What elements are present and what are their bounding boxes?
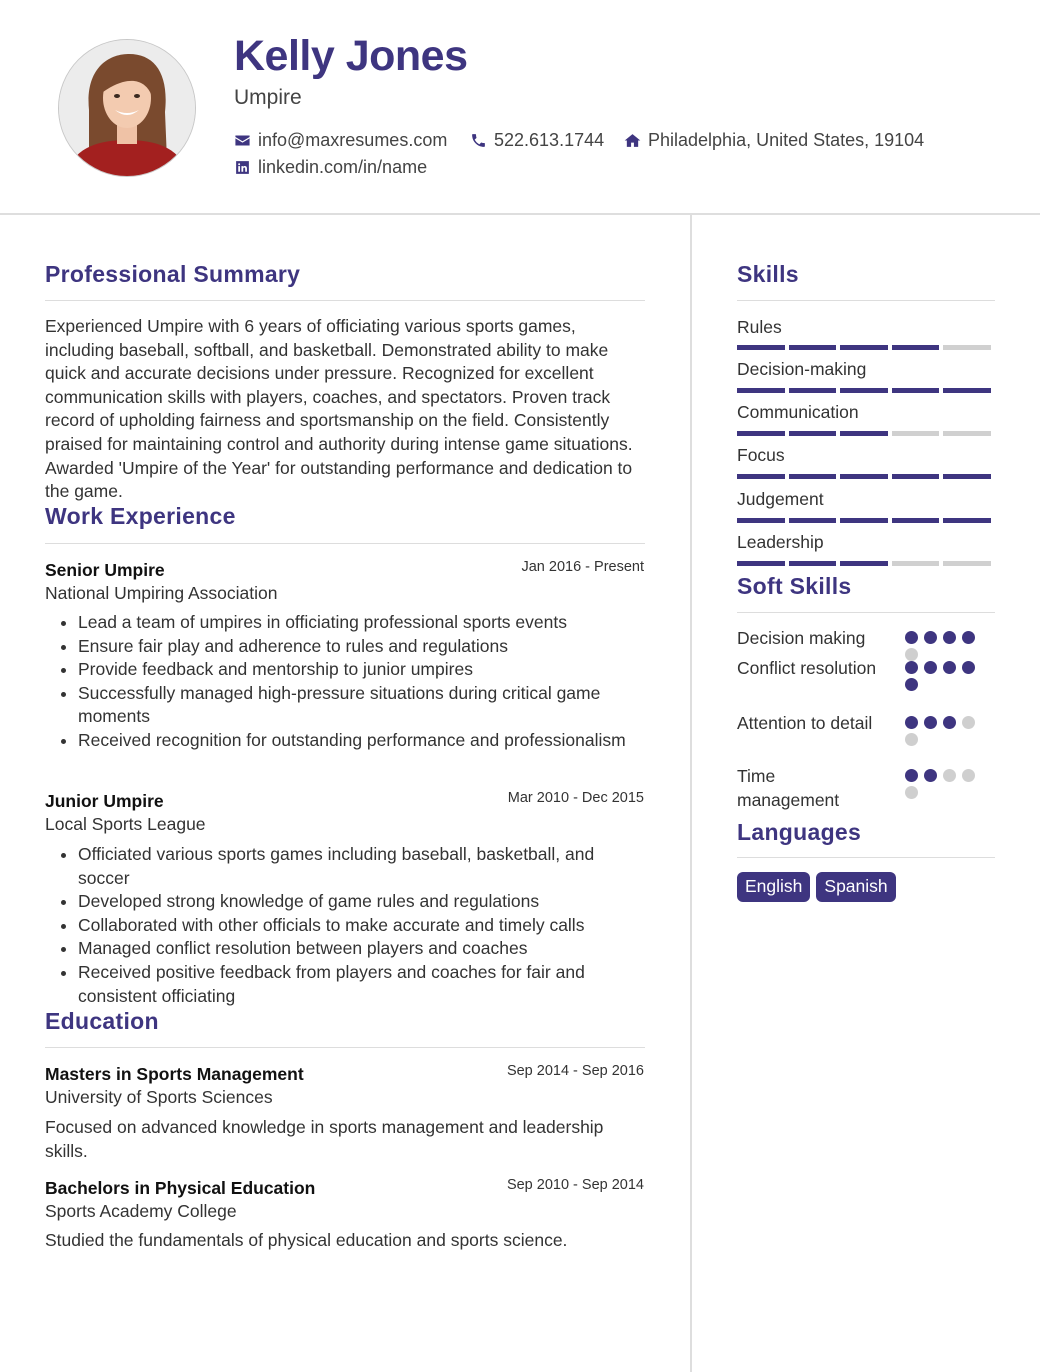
home-icon	[624, 132, 641, 149]
skill-segment-filled	[892, 474, 940, 479]
school-name: Sports Academy College	[45, 1201, 237, 1221]
languages-rule	[737, 857, 995, 858]
education-desc: Focused on advanced knowledge in sports management and leadership skills.	[45, 1117, 604, 1161]
education-rule	[45, 1047, 645, 1048]
skill-segment-filled	[737, 474, 785, 479]
rating-dot-filled	[924, 661, 937, 674]
rating-dot-filled	[905, 716, 918, 729]
linkedin-icon	[234, 159, 251, 176]
linkedin-text: linkedin.com/in/name	[258, 157, 428, 177]
skill-segment-empty	[943, 561, 991, 566]
skill-name: Decision-making	[737, 359, 867, 379]
soft-skill-name: Decision making	[737, 628, 866, 648]
skill-bar	[737, 431, 991, 436]
rating-dot-filled	[924, 769, 937, 782]
degree-title: Bachelors in Physical Education	[45, 1178, 316, 1198]
soft-skill-dots	[905, 769, 985, 799]
skill-segment-filled	[840, 518, 888, 523]
column-divider	[690, 215, 692, 1372]
bullet-item: • Received recognition for outstanding performance and professionalism	[78, 729, 635, 753]
phone-text: 522.613.1744	[494, 130, 605, 150]
job-org: Local Sports League	[45, 814, 206, 834]
summary-heading: Professional Summary	[45, 261, 301, 287]
rating-dot-filled	[905, 678, 918, 691]
avatar-illustration-icon	[59, 40, 195, 176]
language-tag: Spanish	[816, 872, 895, 902]
email-text: info@maxresumes.com	[258, 130, 448, 150]
skill-segment-filled	[789, 345, 837, 350]
skill-bar	[737, 474, 991, 479]
job-title: Junior Umpire	[45, 791, 164, 811]
bullet-item: • Provide feedback and mentorship to junior umpires	[78, 658, 635, 682]
job-title: Senior Umpire	[45, 560, 165, 580]
language-tags	[737, 872, 896, 902]
languages-heading: Languages	[737, 819, 862, 845]
skill-segment-filled	[789, 388, 837, 393]
bullet-item: • Successfully managed high-pressure situations during critical game moments	[78, 682, 635, 729]
soft-skill-name: Conflict resolution	[737, 658, 877, 678]
bullet-item: • Lead a team of umpires in officiating professional sports events	[78, 611, 635, 635]
rating-dot-filled	[924, 716, 937, 729]
rating-dot-filled	[905, 769, 918, 782]
rating-dot-filled	[962, 661, 975, 674]
rating-dot-empty	[962, 716, 975, 729]
education-date: Sep 2010 - Sep 2014	[506, 1177, 644, 1193]
location-text: Philadelphia, United States, 19104	[648, 130, 925, 150]
skill-name: Rules	[737, 317, 782, 337]
rating-dot-filled	[905, 661, 918, 674]
skill-segment-empty	[943, 345, 991, 350]
rating-dot-filled	[962, 631, 975, 644]
education-date: Sep 2014 - Sep 2016	[506, 1063, 644, 1079]
soft-skill-dots	[905, 661, 985, 691]
education-desc: Studied the fundamentals of physical education and sports science.	[45, 1230, 568, 1250]
summary-text: Experienced Umpire with 6 years of officiating various sports games, including baseball, softball, and basketball. Demonstrated ability to make quick and accurate decisions under pressure. Recognized for excellent communication skills with players, coaches, and spectators. Proven track record of upholding fairness and sportsmanship on the field. Consistently praised for maintaining control and authority during intense game situations. Awarded 'Umpire of the Year' for outstanding performance and dedication to the game.	[45, 316, 633, 502]
skill-segment-filled	[892, 345, 940, 350]
soft-skills-heading: Soft Skills	[737, 573, 852, 599]
skill-segment-filled	[840, 561, 888, 566]
skill-segment-filled	[737, 518, 785, 523]
rating-dot-filled	[924, 631, 937, 644]
skill-name: Leadership	[737, 532, 824, 552]
skill-segment-filled	[789, 431, 837, 436]
job-bullets	[45, 611, 635, 753]
job-org: National Umpiring Association	[45, 583, 278, 603]
skill-name: Judgement	[737, 489, 824, 509]
rating-dot-empty	[905, 733, 918, 746]
soft-skill-dots	[905, 631, 985, 661]
rating-dot-filled	[943, 631, 956, 644]
skill-bar	[737, 518, 991, 523]
skill-segment-empty	[892, 561, 940, 566]
contact-email[interactable]	[234, 130, 447, 151]
skill-segment-filled	[840, 431, 888, 436]
skill-segment-filled	[789, 518, 837, 523]
skill-segment-filled	[943, 388, 991, 393]
envelope-icon	[234, 132, 251, 149]
soft-skills-rule	[737, 612, 995, 613]
degree-title: Masters in Sports Management	[45, 1064, 304, 1084]
candidate-name: Kelly Jones	[234, 32, 468, 80]
soft-skill-dots	[905, 716, 985, 746]
skill-name: Communication	[737, 402, 859, 422]
rating-dot-filled	[943, 661, 956, 674]
job-bullets	[45, 843, 635, 1008]
summary-rule	[45, 300, 645, 301]
skill-segment-filled	[943, 474, 991, 479]
skills-heading: Skills	[737, 261, 799, 287]
skill-bar	[737, 388, 991, 393]
bullet-item: • Developed strong knowledge of game rules and regulations	[78, 890, 635, 914]
contact-linkedin[interactable]	[234, 157, 427, 178]
skill-segment-filled	[737, 561, 785, 566]
skill-segment-filled	[943, 518, 991, 523]
phone-icon	[470, 132, 487, 149]
rating-dot-empty	[905, 648, 918, 661]
profile-photo	[58, 39, 196, 177]
skill-segment-filled	[892, 518, 940, 523]
rating-dot-empty	[905, 786, 918, 799]
skill-name: Focus	[737, 445, 785, 465]
skill-segment-filled	[840, 474, 888, 479]
skill-segment-filled	[789, 561, 837, 566]
soft-skill-name: Attention to detail	[737, 713, 873, 733]
rating-dot-filled	[943, 716, 956, 729]
rating-dot-empty	[943, 769, 956, 782]
skill-segment-filled	[840, 388, 888, 393]
skill-segment-empty	[943, 431, 991, 436]
skill-segment-empty	[892, 431, 940, 436]
skills-rule	[737, 300, 995, 301]
soft-skill-name: Time management	[737, 766, 840, 810]
skill-bar	[737, 345, 991, 350]
skill-segment-filled	[892, 388, 940, 393]
language-tag: English	[737, 872, 810, 902]
skill-segment-filled	[789, 474, 837, 479]
candidate-title: Umpire	[234, 86, 302, 109]
resume-header	[0, 0, 1040, 215]
job-date: Mar 2010 - Dec 2015	[507, 790, 644, 806]
bullet-item: • Officiated various sports games including baseball, basketball, and soccer	[78, 843, 635, 890]
job-date: Jan 2016 - Present	[521, 559, 644, 575]
contact-phone[interactable]	[470, 130, 604, 151]
skill-segment-filled	[737, 345, 785, 350]
rating-dot-filled	[905, 631, 918, 644]
contact-location	[624, 130, 924, 151]
rating-dot-empty	[962, 769, 975, 782]
education-heading: Education	[45, 1008, 159, 1034]
bullet-item: • Collaborated with other officials to make accurate and timely calls	[78, 914, 635, 938]
bullet-item: • Ensure fair play and adherence to rules and regulations	[78, 635, 635, 659]
skill-segment-filled	[840, 345, 888, 350]
bullet-item: • Managed conflict resolution between players and coaches	[78, 937, 635, 961]
skill-segment-filled	[737, 388, 785, 393]
experience-rule	[45, 543, 645, 544]
skill-bar	[737, 561, 991, 566]
bullet-item: • Received positive feedback from players and coaches for fair and consistent officiating	[78, 961, 635, 1008]
experience-heading: Work Experience	[45, 503, 236, 529]
skill-segment-filled	[737, 431, 785, 436]
school-name: University of Sports Sciences	[45, 1087, 273, 1107]
